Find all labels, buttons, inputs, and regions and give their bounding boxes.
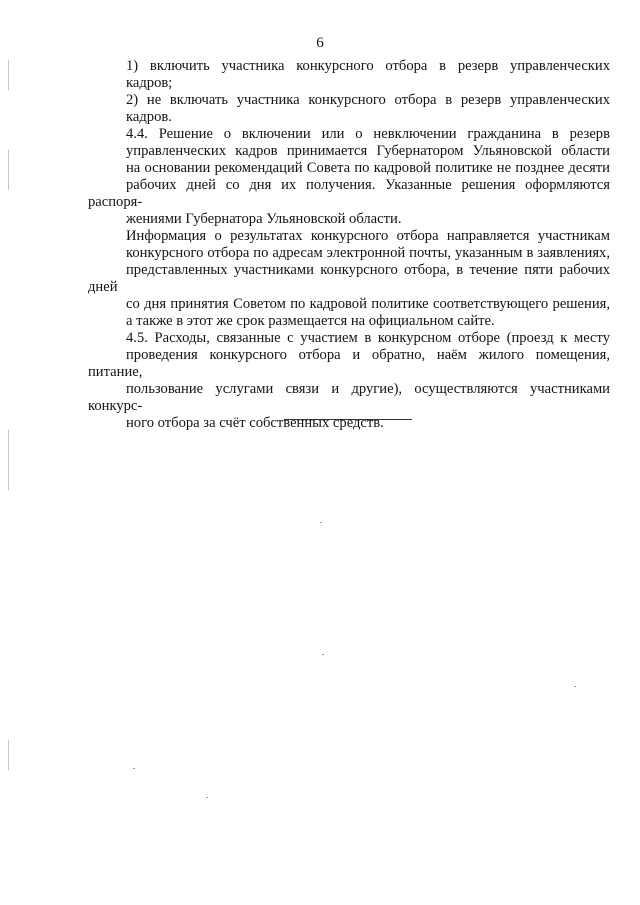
scan-artifact [8,150,9,190]
text-line: проведения конкурсного отбора и обратно, наём жилого помещения, питание, [88,347,610,380]
text-line: 1) включить участника конкурсного отбора в резерв управленческих [126,58,610,74]
text-line: кадров. [126,109,172,125]
text-line: конкурсного отбора по адресам электронной почты, указанным в заявлениях, [126,245,610,261]
paragraph-item-2 [88,92,610,126]
scan-speck [133,768,135,769]
text-line: 4.4. Решение о включении или о невключении гражданина в резерв [126,126,610,142]
text-line: управленческих кадров принимается Губернатором Ульяновской области [126,143,610,159]
text-line: на основании рекомендаций Совета по кадровой политике не позднее десяти [126,160,610,176]
document-body [88,58,610,432]
text-line: рабочих дней со дня их получения. Указанные решения оформляются распоря- [88,177,610,210]
text-line: со дня принятия Советом по кадровой политике соответствующего решения, [126,296,610,312]
text-line: жениями Губернатора Ульяновской области. [126,211,402,227]
text-line: Информация о результатах конкурсного отбора направляется участникам [126,228,610,244]
paragraph-item-1 [88,58,610,92]
scan-artifact [8,430,9,490]
scan-speck [206,797,208,798]
text-line: 2) не включать участника конкурсного отбора в резерв управленческих [126,92,610,108]
text-line: пользование услугами связи и другие), осуществляются участниками конкурс- [88,381,610,414]
page-number: 6 [316,35,324,51]
scan-speck [320,522,322,523]
paragraph-results-info [88,228,610,330]
scan-artifact [8,60,9,90]
text-line: а также в этот же срок размещается на официальном сайте. [126,313,495,329]
scan-artifact [8,740,9,770]
text-line: 4.5. Расходы, связанные с участием в конкурсном отборе (проезд к месту [126,330,610,346]
text-line: ного отбора за счёт собственных средств. [126,415,384,431]
scan-speck [322,654,324,655]
scan-speck [574,686,576,687]
paragraph-section-4-4 [88,126,610,228]
end-of-text-rule [284,419,412,420]
text-line: кадров; [126,75,173,91]
text-line: представленных участниками конкурсного отбора, в течение пяти рабочих дней [88,262,610,295]
paragraph-section-4-5 [88,330,610,432]
